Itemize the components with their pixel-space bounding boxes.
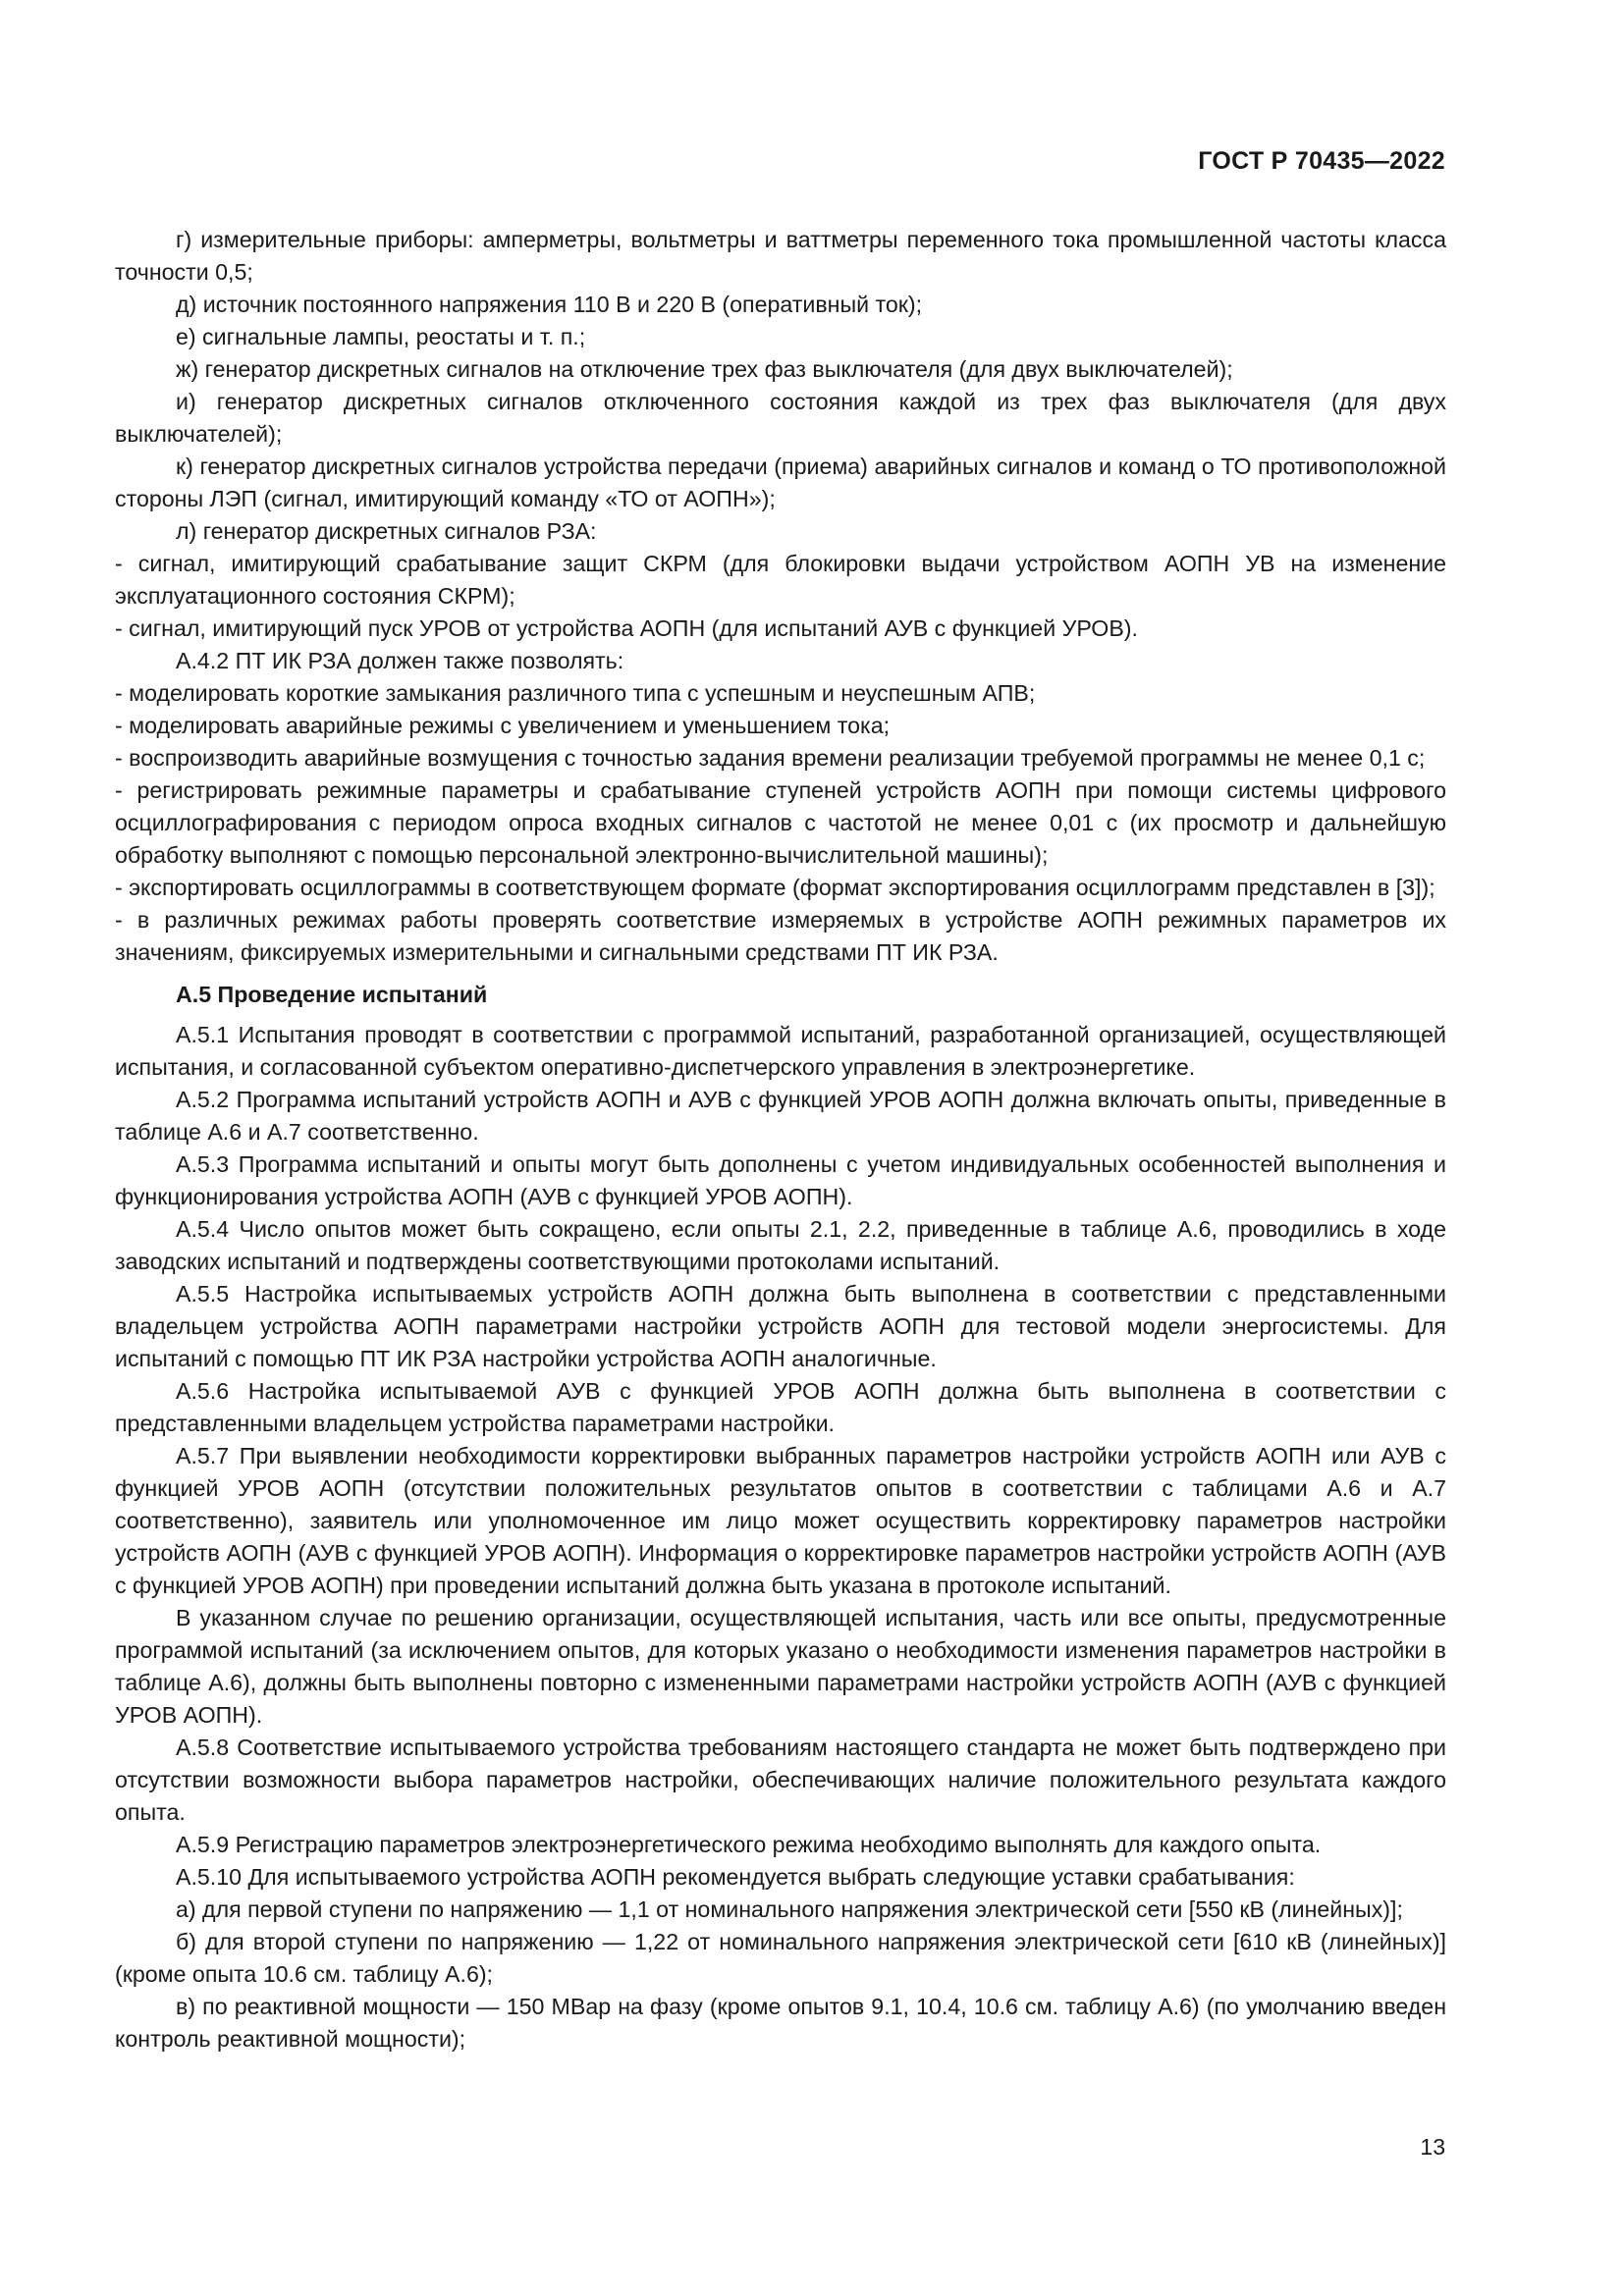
paragraph: к) генератор дискретных сигналов устройства передачи (приема) аварийных сигналов и команд о ТО противоположной стороны ЛЭП (сигнал, имитирующий команду «ТО от АОПН»); bbox=[115, 454, 1446, 511]
paragraph: а) для первой ступени по напряжению — 1,1 от номинального напряжения электрической сети [550 кВ (линейных)]; bbox=[176, 1896, 1403, 1922]
paragraph: в) по реактивной мощности — 150 МВар на фазу (кроме опытов 9.1, 10.4, 10.6 см. таблицу А.6) (по умолчанию введен контроль реактивной мощности); bbox=[115, 1994, 1446, 2052]
paragraph: А.5.10 Для испытываемого устройства АОПН рекомендуется выбрать следующие уставки срабатывания: bbox=[176, 1864, 1295, 1890]
paragraph: б) для второй ступени по напряжению — 1,22 от номинального напряжения электрической сети [610 кВ (линейных)] (кроме опыта 10.6 см. таблицу А.6); bbox=[115, 1929, 1446, 1987]
list-item: - регистрировать режимные параметры и срабатывание ступеней устройств АОПН при помощи системы цифрового осциллографирования с периодом опроса входных сигналов с частотой не менее 0,01 с (их просмотр и дальнейшую обработку выполняют с помощью персональной электронно-вычислительной машины); bbox=[115, 777, 1446, 868]
list-item: - моделировать короткие замыкания различного типа с успешным и неуспешным АПВ; bbox=[115, 680, 1036, 706]
paragraph: В указанном случае по решению организации, осуществляющей испытания, часть или все опыты, предусмотренные программой испытаний (за исключением опытов, для которых указано о необходимости изменения параметров настройки в таблице А.6), должны быть выполнены повторно с измененными параметрами настройки устройств АОПН (АУВ с функцией УРОВ АОПН). bbox=[115, 1605, 1446, 1728]
paragraph: А.5.4 Число опытов может быть сокращено, если опыты 2.1, 2.2, приведенные в таблице А.6, проводились в ходе заводских испытаний и подтверждены соответствующими протоколами испытаний. bbox=[115, 1216, 1446, 1274]
paragraph: А.5.8 Соответствие испытываемого устройства требованиям настоящего стандарта не может быть подтверждено при отсутствии возможности выбора параметров настройки, обеспечивающих наличие положительного результата каждого опыта. bbox=[115, 1735, 1446, 1825]
paragraph: А.5.1 Испытания проводят в соответствии с программой испытаний, разработанной организацией, осуществляющей испытания, и согласованной субъектом оперативно-диспетчерского управления в электроэнергетике. bbox=[115, 1022, 1446, 1080]
list-item: - сигнал, имитирующий пуск УРОВ от устройства АОПН (для испытаний АУВ с функцией УРОВ). bbox=[115, 615, 1138, 641]
list-item: - в различных режимах работы проверять соответствие измеряемых в устройстве АОПН режимных параметров их значениям, фиксируемых измерительными и сигнальными средствами ПТ ИК РЗА. bbox=[115, 907, 1446, 965]
list-item: - экспортировать осциллограммы в соответствующем формате (формат экспортирования осциллограмм представлен в [3]); bbox=[115, 875, 1435, 900]
paragraph: е) сигнальные лампы, реостаты и т. п.; bbox=[176, 324, 586, 349]
standard-header: ГОСТ Р 70435—2022 bbox=[1198, 147, 1445, 175]
paragraph: А.4.2 ПТ ИК РЗА должен также позволять: bbox=[176, 648, 624, 673]
paragraph: А.5.7 При выявлении необходимости корректировки выбранных параметров настройки устройств АОПН или АУВ с функцией УРОВ АОПН (отсутствии положительных результатов опытов в соответствии с таблицами А.6 и А.7 соответственно), заявитель или уполномоченное им лицо может осуществить корректировку параметров настройки устройств АОПН (АУВ с функцией УРОВ АОПН). Информация о корректировке параметров настройки устройств АОПН (АУВ с функцией УРОВ АОПН) при проведении испытаний должна быть указана в протоколе испытаний. bbox=[115, 1443, 1446, 1598]
list-item: - воспроизводить аварийные возмущения с точностью задания времени реализации требуемой программы не менее 0,1 с; bbox=[115, 745, 1426, 771]
paragraph: д) источник постоянного напряжения 110 В и 220 В (оперативный ток); bbox=[176, 292, 923, 317]
paragraph: А.5.2 Программа испытаний устройств АОПН и АУВ с функцией УРОВ АОПН должна включать опыты, приведенные в таблице А.6 и А.7 соответственно. bbox=[115, 1087, 1446, 1145]
list-item: - сигнал, имитирующий срабатывание защит СКРМ (для блокировки выдачи устройством АОПН УВ на изменение эксплуатационного состояния СКРМ); bbox=[115, 551, 1446, 609]
paragraph: и) генератор дискретных сигналов отключенного состояния каждой из трех фаз выключателя (для двух выключателей); bbox=[115, 389, 1446, 447]
paragraph: А.5.3 Программа испытаний и опыты могут быть дополнены с учетом индивидуальных особенностей выполнения и функционирования устройства АОПН (АУВ с функцией УРОВ АОПН). bbox=[115, 1151, 1446, 1209]
paragraph: ж) генератор дискретных сигналов на отключение трех фаз выключателя (для двух выключателей); bbox=[176, 356, 1233, 382]
paragraph: А.5.5 Настройка испытываемых устройств АОПН должна быть выполнена в соответствии с представленными владельцем устройства АОПН параметрами настройки устройств АОПН для тестовой модели энергосистемы. Для испытаний с помощью ПТ ИК РЗА настройки устройства АОПН аналогичные. bbox=[115, 1281, 1446, 1371]
paragraph: г) измерительные приборы: амперметры, вольтметры и ваттметры переменного тока промышленной частоты класса точности 0,5; bbox=[115, 227, 1446, 285]
page-number: 13 bbox=[1420, 2134, 1445, 2160]
paragraph: А.5.6 Настройка испытываемой АУВ с функцией УРОВ АОПН должна быть выполнена в соответствии с представленными владельцем устройства параметрами настройки. bbox=[115, 1378, 1446, 1436]
section-heading: А.5 Проведение испытаний bbox=[176, 982, 488, 1007]
paragraph: А.5.9 Регистрацию параметров электроэнергетического режима необходимо выполнять для каждого опыта. bbox=[176, 1832, 1322, 1857]
document-body bbox=[115, 224, 1446, 2056]
paragraph: л) генератор дискретных сигналов РЗА: bbox=[176, 518, 597, 544]
list-item: - моделировать аварийные режимы с увеличением и уменьшением тока; bbox=[115, 713, 891, 738]
